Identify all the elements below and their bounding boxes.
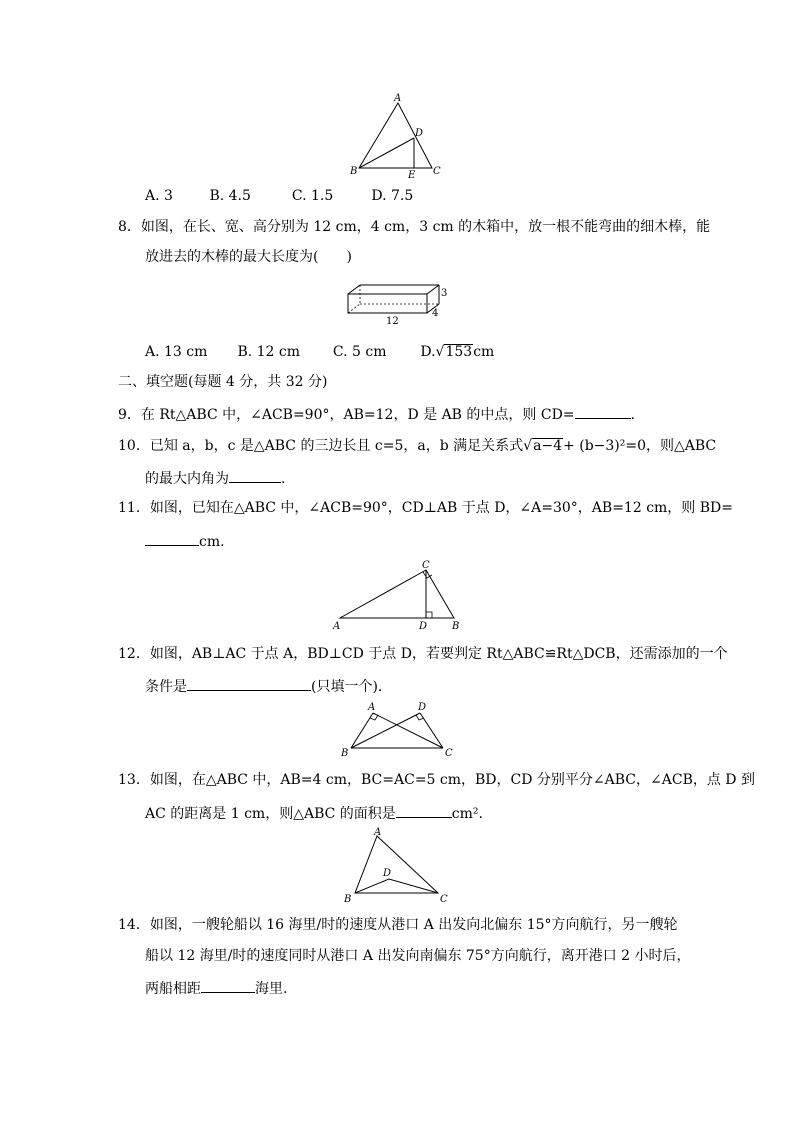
q8-option-a: A. 13 cm: [145, 344, 208, 360]
q9-text: 9．在 Rt△ABC 中，∠ACB=90°，AB=12，D 是 AB 的中点，则 CD=: [118, 407, 575, 423]
q8-line1: 8．如图，在长、宽、高分别为 12 cm，4 cm，3 cm 的木箱中，放一根不能弯曲的细木棒，能: [118, 219, 711, 235]
q13-line1: 13．如图，在△ABC 中，AB=4 cm，BC=AC=5 cm，BD，CD 分别平分∠ABC，∠ACB，点 D 到: [118, 772, 755, 788]
q11-label-a: A: [333, 621, 341, 632]
q8-label-length: 12: [386, 316, 399, 326]
q13-label-d: D: [383, 868, 392, 879]
fig7-label-b: B: [350, 166, 358, 177]
q10-line2-text: 的最大内角为: [145, 471, 229, 487]
q8-label-height: 3: [441, 288, 448, 299]
q12-label-b: B: [341, 748, 349, 759]
q7-options: [145, 187, 413, 205]
q14-answer-blank[interactable]: [201, 978, 255, 993]
q12-answer-blank[interactable]: [187, 676, 311, 691]
q11-label-b: B: [452, 621, 460, 632]
q14-line3: [145, 978, 287, 998]
q12-label-a: A: [368, 702, 376, 713]
q7-triangle-figure: [344, 92, 448, 180]
q12-label-c: C: [445, 748, 453, 759]
q9-answer-blank[interactable]: [575, 404, 631, 419]
q12-figure: [338, 700, 458, 760]
q12-line2-text: 条件是: [145, 679, 187, 695]
fig7-label-a: A: [394, 93, 402, 104]
q10-end: .: [281, 471, 286, 487]
q14-line2: 船以 12 海里/时的速度同时从港口 A 出发向南偏东 75°方向航行，离开港口 2 小时后，: [145, 948, 691, 964]
q14-line1: 14．如图，一艘轮船以 16 海里/时的速度从港口 A 出发向北偏东 15°方向航行，另一艘轮: [118, 917, 678, 933]
q10-text: 10．已知 a，b，c 是△ABC 的三边长且 c=5，a，b 满足关系式: [118, 438, 524, 454]
q8-option-d-radicand: 153: [445, 344, 473, 360]
q8-label-width: 4: [432, 308, 439, 319]
q7-option-c: C. 1.5: [291, 188, 334, 204]
q7-option-d: D. 7.5: [371, 188, 414, 204]
q11-unit: cm.: [199, 534, 225, 550]
q8-option-c: C. 5 cm: [332, 344, 387, 360]
q14-line3-text: 两船相距: [145, 981, 201, 997]
q9-end: .: [630, 407, 635, 423]
fig7-label-d: D: [415, 128, 424, 139]
section2-title: 二、填空题(每题 4 分，共 32 分): [118, 374, 328, 390]
q10-line2: [145, 468, 285, 488]
q13-label-a: A: [374, 827, 382, 838]
q13-line2: [145, 803, 483, 823]
q8-box-figure: [344, 280, 450, 326]
fig7-label-c: C: [433, 166, 441, 177]
q13-answer-blank[interactable]: [396, 803, 452, 818]
q11-line1: 11．如图，已知在△ABC 中，∠ACB=90°，CD⊥AB 于点 D，∠A=30°，AB=12 cm，则 BD=: [118, 500, 734, 516]
q10-line1: 10．已知 a，b，c 是△ABC 的三边长且 c=5，a，b 满足关系式√a−4+ (b−3)²=0，则△ABC: [118, 438, 717, 454]
q7-option-a: A. 3: [145, 188, 173, 204]
q13-triangle-figure: [340, 826, 452, 906]
q9-line: [118, 404, 635, 424]
q12-label-d: D: [418, 702, 427, 713]
fig7-label-e: E: [408, 170, 416, 180]
q10-radicand: a−4: [533, 438, 563, 454]
q12-line1: 12．如图，AB⊥AC 于点 A，BD⊥CD 于点 D，若要判定 Rt△ABC≌Rt△DCB，还需添加的一个: [118, 646, 728, 662]
q12-end: (只填一个)．: [311, 679, 392, 695]
q8-option-d: D.√153cm: [420, 344, 495, 360]
q13-end: cm².: [451, 806, 483, 822]
q8-options: [145, 343, 494, 361]
q13-line2-text: AC 的距离是 1 cm，则△ABC 的面积是: [145, 806, 396, 822]
q11-label-c: C: [422, 560, 430, 571]
q7-option-b: B. 4.5: [209, 188, 251, 204]
q8-line2: 放进去的木棒的最大长度为( ): [145, 249, 352, 265]
q10-text-after: + (b−3)²=0，则△ABC: [563, 438, 717, 454]
q14-end: 海里.: [255, 981, 288, 997]
q12-line2: [145, 676, 392, 696]
q8-option-d-unit: cm: [473, 344, 495, 360]
q13-label-b: B: [344, 894, 352, 905]
q13-label-c: C: [440, 894, 448, 905]
q8-option-d-prefix: D.: [420, 344, 436, 360]
q11-label-d: D: [419, 621, 428, 632]
q11-line2: [145, 531, 225, 551]
q11-answer-blank[interactable]: [145, 531, 199, 546]
q10-answer-blank[interactable]: [229, 468, 281, 483]
q8-option-b: B. 12 cm: [237, 344, 301, 360]
q11-triangle-figure: [328, 556, 468, 632]
